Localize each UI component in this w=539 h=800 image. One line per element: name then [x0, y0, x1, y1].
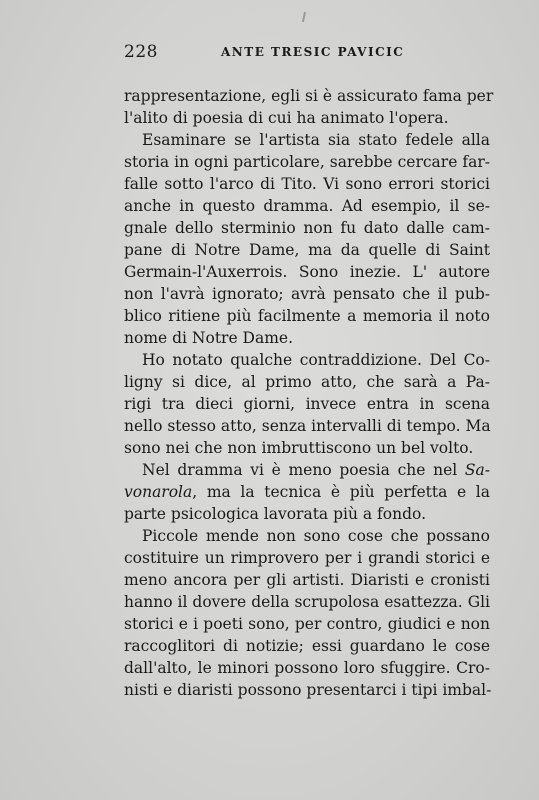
text-line: pane di Notre Dame, ma da quelle di Saint: [124, 241, 490, 259]
text-line: vonarola, ma la tecnica è più perfetta e la: [124, 483, 490, 501]
text-line: blico ritiene più facilmente a memoria il noto: [124, 307, 490, 325]
text-line: ligny si dice, al primo atto, che sarà a Pa-: [124, 373, 490, 391]
paper-mark: [302, 12, 306, 22]
body-text: [124, 85, 494, 701]
text-line: rigi tra dieci giorni, invece entra in scena: [124, 395, 490, 413]
text-line: sono nei che non imbruttiscono un bel volto.: [124, 439, 474, 457]
text-line: dall'alto, le minori possono loro sfuggire. Cro-: [124, 659, 490, 677]
page-header: [124, 42, 490, 64]
text-line: Piccole mende non sono cose che possano: [142, 527, 490, 545]
text-line: rappresentazione, egli si è assicurato fama per: [124, 87, 494, 105]
text-line: parte psicologica lavorata più a fondo.: [124, 505, 427, 523]
text-line: costituire un rimprovero per i grandi storici e: [124, 549, 490, 567]
page-number: 228: [124, 42, 158, 62]
text-line: nome di Notre Dame.: [124, 329, 294, 347]
text-line: gnale dello sterminio non fu dato dalle cam-: [124, 219, 490, 237]
text-line: l'alito di poesia di cui ha animato l'opera.: [124, 109, 449, 127]
text-line: Ho notato qualche contraddizione. Del Co-: [142, 351, 490, 369]
text-line: Nel dramma vi è meno poesia che nel Sa-: [142, 461, 490, 479]
text-line: nello stesso atto, senza intervalli di tempo. Ma: [124, 417, 491, 435]
text-line: Germain-l'Auxerrois. Sono inezie. L' autore: [124, 263, 490, 281]
text-line: meno ancora per gli artisti. Diaristi e cronisti: [124, 571, 490, 589]
text-line: storia in ogni particolare, sarebbe cercare far-: [124, 153, 490, 171]
text-line: nisti e diaristi possono presentarci i tipi imbal-: [124, 681, 492, 699]
text-line: falle sotto l'arco di Tito. Vi sono errori storici: [124, 175, 490, 193]
text-line: anche in questo dramma. Ad esempio, il se-: [124, 197, 490, 215]
text-line: Esaminare se l'artista sia stato fedele alla: [142, 131, 490, 149]
text-line: storici e i poeti sono, per contro, giudici e non: [124, 615, 490, 633]
text-line: hanno il dovere della scrupolosa esattezza. Gli: [124, 593, 490, 611]
text-line: non l'avrà ignorato; avrà pensato che il pub-: [124, 285, 490, 303]
text-line: raccoglitori di notizie; essi guardano le cose: [124, 637, 490, 655]
running-head: ANTE TRESIC PAVICIC: [221, 45, 405, 59]
